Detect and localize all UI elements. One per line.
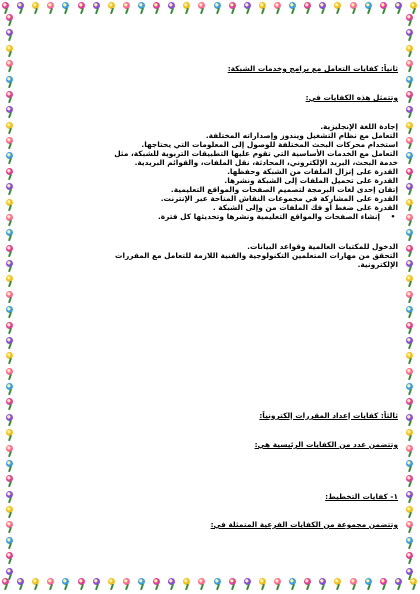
flower-icon — [212, 578, 224, 590]
flower-icon — [212, 2, 224, 14]
flower-icon — [136, 2, 148, 14]
subsection-heading-3-1: ١- كفايات التخطيط: — [325, 492, 398, 501]
flower-icon — [4, 506, 16, 518]
flower-icon — [4, 337, 16, 349]
flower-icon — [166, 2, 178, 14]
document-page — [22, 24, 398, 570]
flower-icon — [4, 29, 16, 41]
flower-icon — [404, 245, 416, 257]
flower-icon — [404, 152, 416, 164]
flower-icon — [106, 578, 118, 590]
flower-icon — [404, 275, 416, 287]
flower-icon — [404, 306, 416, 318]
flower-icon — [4, 60, 16, 72]
flower-icon — [404, 445, 416, 457]
flower-icon — [136, 578, 148, 590]
flower-icon — [404, 568, 416, 580]
flower-icon — [404, 214, 416, 226]
flower-icon — [404, 337, 416, 349]
list-item: القدرة على المشاركة في مجموعات النقاش المتاحة عبر الإنترنت. — [160, 194, 398, 203]
flower-icon — [404, 91, 416, 103]
flower-icon — [272, 2, 284, 14]
flower-icon — [404, 260, 416, 272]
flower-icon — [4, 45, 16, 57]
flower-icon — [121, 2, 133, 14]
list-item-bulleted — [22, 212, 398, 221]
flower-icon — [91, 578, 103, 590]
flower-icon — [151, 578, 163, 590]
flower-icon — [0, 2, 12, 14]
flower-icon — [317, 578, 329, 590]
list-item: خدمة البحث، البريد الإلكتروني، المحادثة، نقل الملفات، والقوائم البريدية. — [134, 158, 398, 167]
list-item: القدرة على إنزال الملفات من الشبكة وحفظها. — [227, 167, 398, 176]
flower-icon — [404, 45, 416, 57]
flower-icon — [4, 122, 16, 134]
flower-icon — [121, 578, 133, 590]
flower-icon — [45, 2, 57, 14]
flower-icon — [4, 229, 16, 241]
flower-icon — [404, 460, 416, 472]
flower-icon — [4, 322, 16, 334]
flower-icon — [404, 14, 416, 26]
flower-icon — [257, 578, 269, 590]
flower-icon — [76, 2, 88, 14]
flower-icon — [30, 578, 42, 590]
flower-icon — [106, 2, 118, 14]
flower-icon — [4, 475, 16, 487]
flower-icon — [4, 537, 16, 549]
flower-icon — [4, 106, 16, 118]
flower-icon — [166, 578, 178, 590]
flower-icon — [60, 2, 72, 14]
flower-icon — [4, 460, 16, 472]
list-item: الإلكترونية. — [357, 260, 398, 269]
flower-icon — [181, 578, 193, 590]
flower-icon — [4, 398, 16, 410]
flower-icon — [404, 537, 416, 549]
flower-icon — [4, 552, 16, 564]
flower-icon — [404, 229, 416, 241]
flower-icon — [302, 578, 314, 590]
flower-icon — [91, 2, 103, 14]
flower-icon — [4, 183, 16, 195]
flower-icon — [227, 578, 239, 590]
border-top — [0, 2, 420, 18]
flower-icon — [4, 383, 16, 395]
flower-icon — [287, 578, 299, 590]
flower-icon — [181, 2, 193, 14]
list-item: إجادة اللغة الإنجليزية. — [320, 122, 398, 131]
flower-icon — [404, 322, 416, 334]
flower-icon — [76, 578, 88, 590]
flower-icon — [4, 152, 16, 164]
flower-icon — [404, 398, 416, 410]
flower-icon — [227, 2, 239, 14]
flower-icon — [4, 14, 16, 26]
flower-icon — [393, 2, 405, 14]
section-intro-2: وتتمثل هذه الكفايات في: — [305, 93, 398, 102]
flower-icon — [287, 2, 299, 14]
flower-icon — [404, 429, 416, 441]
flower-icon — [4, 76, 16, 88]
flower-icon — [15, 2, 27, 14]
flower-icon — [404, 291, 416, 303]
flower-icon — [4, 306, 16, 318]
list-item: الدخول للمكتبات العالمية وقواعد البيانات. — [247, 242, 398, 251]
flower-icon — [404, 506, 416, 518]
flower-icon — [4, 214, 16, 226]
flower-icon — [4, 414, 16, 426]
flower-icon — [404, 137, 416, 149]
flower-icon — [348, 2, 360, 14]
flower-icon — [404, 352, 416, 364]
flower-icon — [4, 445, 16, 457]
border-right — [402, 14, 418, 580]
flower-icon — [378, 578, 390, 590]
flower-icon — [363, 2, 375, 14]
flower-icon — [4, 429, 16, 441]
flower-icon — [196, 2, 208, 14]
flower-icon — [404, 368, 416, 380]
flower-icon — [257, 2, 269, 14]
flower-icon — [4, 352, 16, 364]
flower-icon — [4, 275, 16, 287]
flower-icon — [4, 491, 16, 503]
section-heading-2: ثانياً: كفايات التعامل مع برامج وخدمات الشبكة: — [227, 64, 398, 73]
flower-icon — [332, 2, 344, 14]
flower-icon — [4, 521, 16, 533]
flower-icon — [404, 491, 416, 503]
flower-icon — [404, 383, 416, 395]
section-intro-3: وتتضمن عدد من الكفايات الرئيسية هي: — [254, 440, 398, 449]
flower-icon — [404, 521, 416, 533]
flower-icon — [317, 2, 329, 14]
flower-icon — [404, 60, 416, 72]
flower-icon — [45, 578, 57, 590]
list-item: إتقان إحدى لغات البرمجة لتصميم الصفحات والمواقع التعليمية. — [170, 185, 398, 194]
list-item: التحقق من مهارات المتعلمين التكنولوجية والفنية اللازمة للتعامل مع المقررات — [115, 251, 398, 260]
flower-icon — [272, 578, 284, 590]
flower-icon — [404, 106, 416, 118]
flower-icon — [363, 578, 375, 590]
section-heading-3: ثالثاً: كفايات إعداد المقررات إلكترونياً: — [259, 411, 398, 420]
list-item: استخدام محركات البحث المختلفة للوصول إلى المعلومات التي يحتاجها. — [141, 140, 398, 149]
flower-icon — [60, 578, 72, 590]
border-left — [2, 14, 18, 580]
flower-icon — [4, 168, 16, 180]
flower-icon — [4, 245, 16, 257]
flower-icon — [242, 2, 254, 14]
flower-icon — [408, 2, 420, 14]
list-item: القدرة على ضغط أو فك الملفات من وإلى الشبكة . — [212, 203, 398, 212]
border-bottom — [0, 578, 420, 594]
flower-icon — [404, 76, 416, 88]
flower-icon — [4, 91, 16, 103]
subsection-intro-3-1: وتتضمن مجموعة من الكفايات الفرعية المتمثلة في: — [210, 520, 398, 529]
flower-icon — [4, 260, 16, 272]
flower-icon — [404, 414, 416, 426]
flower-icon — [348, 578, 360, 590]
flower-icon — [404, 552, 416, 564]
flower-icon — [302, 2, 314, 14]
list-item-text: إنشاء الصفحات والمواقع التعليمية ونشرها وتحديثها كل فترة. — [157, 212, 380, 221]
flower-icon — [404, 475, 416, 487]
flower-icon — [4, 137, 16, 149]
flower-icon — [196, 578, 208, 590]
flower-icon — [4, 368, 16, 380]
flower-icon — [4, 568, 16, 580]
flower-icon — [151, 2, 163, 14]
flower-icon — [404, 168, 416, 180]
flower-icon — [404, 122, 416, 134]
flower-icon — [4, 199, 16, 211]
flower-icon — [242, 578, 254, 590]
list-item: التعامل مع نظام التشغيل ويندوز وإصداراته المختلفة. — [205, 131, 398, 140]
bullet: • — [390, 212, 396, 221]
flower-icon — [332, 578, 344, 590]
list-item: القدرة على تحميل الملفات إلى الشبكة ونشرها. — [224, 176, 398, 185]
flower-icon — [404, 183, 416, 195]
flower-icon — [378, 2, 390, 14]
flower-icon — [4, 291, 16, 303]
flower-icon — [404, 29, 416, 41]
list-item: التعامل مع الخدمات الأساسية التي تقوم عليها التطبيقات التربوية للشبكة، مثل — [114, 149, 398, 158]
flower-icon — [30, 2, 42, 14]
flower-icon — [404, 199, 416, 211]
